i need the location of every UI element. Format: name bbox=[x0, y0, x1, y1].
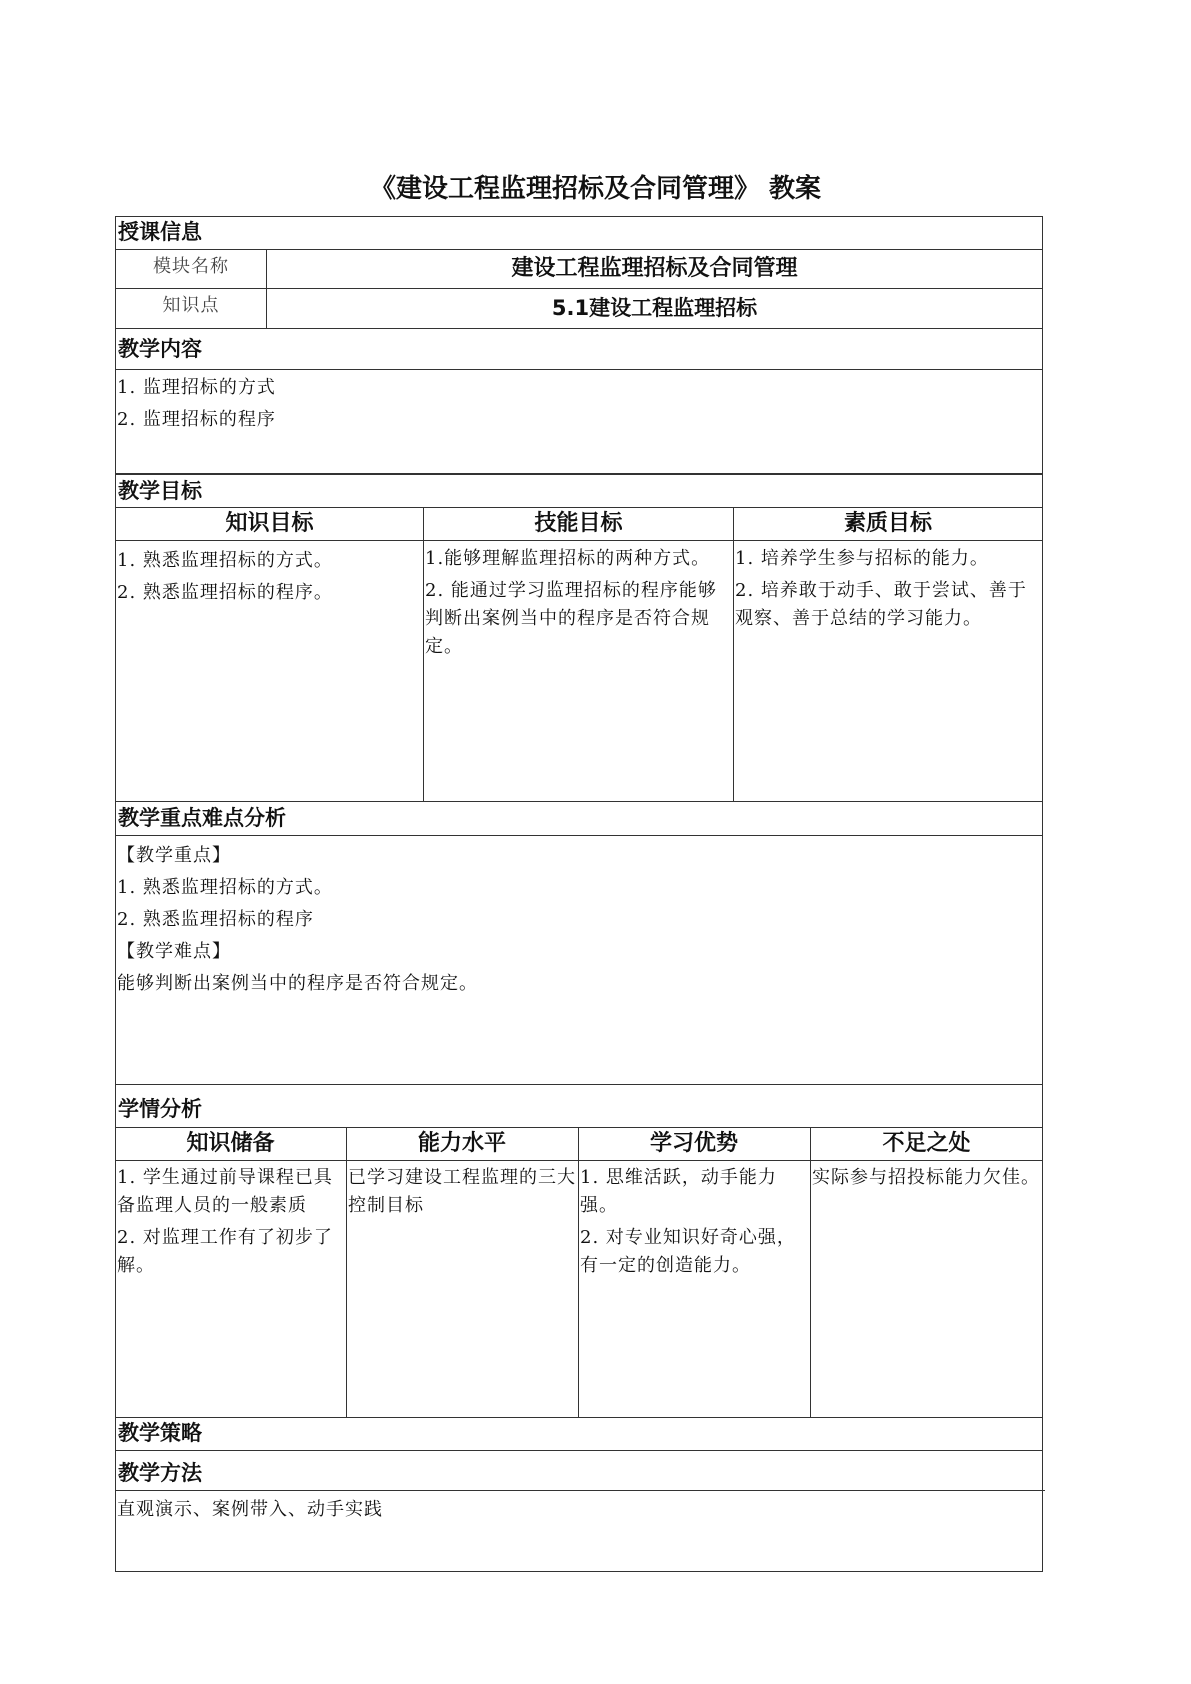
list-item: 已学习建设工程监理的三大控制目标 bbox=[348, 1167, 576, 1216]
analysis-shortcoming-list bbox=[812, 1164, 1040, 1192]
goals-knowledge-list bbox=[117, 545, 421, 609]
key-points-label: 【教学重点】 bbox=[117, 845, 231, 866]
analysis-knowledge-list bbox=[117, 1164, 344, 1280]
goals-skill-list bbox=[425, 545, 731, 661]
goals-col-skill-title: 技能目标 bbox=[534, 511, 623, 536]
document-title: 《建设工程监理招标及合同管理》 教案 bbox=[369, 174, 822, 204]
list-item: 1.能够理解监理招标的两种方式。 bbox=[425, 548, 711, 569]
content-item: 1. 监理招标的方式 bbox=[117, 377, 276, 398]
analysis-col-knowledge-title: 知识储备 bbox=[186, 1131, 275, 1156]
list-item: 2. 熟悉监理招标的程序。 bbox=[117, 582, 333, 603]
list-item: 1. 熟悉监理招标的方式。 bbox=[117, 877, 333, 898]
section-header-method: 教学方法 bbox=[118, 1461, 202, 1485]
list-item: 1. 熟悉监理招标的方式。 bbox=[117, 550, 333, 571]
list-item: 1. 学生通过前导课程已具备监理人员的一般素质 bbox=[117, 1167, 333, 1216]
section-header-content: 教学内容 bbox=[118, 337, 202, 361]
list-item: 实际参与招投标能力欠佳。 bbox=[812, 1167, 1040, 1188]
focus-body bbox=[117, 840, 1037, 1000]
goals-quality-list bbox=[735, 545, 1040, 633]
goals-col-quality-title: 素质目标 bbox=[843, 511, 932, 536]
list-item: 1. 思维活跃，动手能力强。 bbox=[580, 1167, 777, 1216]
section-header-analysis: 学情分析 bbox=[118, 1097, 202, 1121]
analysis-col-advantage-title: 学习优势 bbox=[649, 1131, 738, 1156]
module-value: 建设工程监理招标及合同管理 bbox=[511, 256, 798, 281]
list-item: 2. 培养敢于动手、敢于尝试、善于观察、善于总结的学习能力。 bbox=[735, 580, 1027, 629]
section-header-focus: 教学重点难点分析 bbox=[118, 806, 286, 830]
analysis-ability-list bbox=[348, 1164, 576, 1220]
module-label: 模块名称 bbox=[153, 256, 229, 277]
goals-col-knowledge-title: 知识目标 bbox=[225, 511, 314, 536]
section-header-goals: 教学目标 bbox=[118, 479, 202, 503]
list-item: 1. 培养学生参与招标的能力。 bbox=[735, 548, 989, 569]
analysis-advantage-list bbox=[580, 1164, 808, 1280]
method-text: 直观演示、案例带入、动手实践 bbox=[117, 1499, 383, 1520]
section-header-strategy: 教学策略 bbox=[118, 1421, 202, 1445]
analysis-col-shortcoming-title: 不足之处 bbox=[882, 1131, 971, 1156]
list-item: 2. 熟悉监理招标的程序 bbox=[117, 909, 314, 930]
list-item: 2. 对监理工作有了初步了解。 bbox=[117, 1227, 333, 1276]
section-header-teaching-info: 授课信息 bbox=[118, 220, 202, 244]
analysis-col-ability-title: 能力水平 bbox=[417, 1131, 506, 1156]
content-list bbox=[117, 372, 1037, 472]
knowledge-point-value: 5.1建设工程监理招标 bbox=[551, 296, 758, 320]
knowledge-point-label: 知识点 bbox=[162, 295, 220, 316]
list-item: 2. 对专业知识好奇心强，有一定的创造能力。 bbox=[580, 1227, 796, 1276]
content-item: 2. 监理招标的程序 bbox=[117, 409, 276, 430]
difficulty-text: 能够判断出案例当中的程序是否符合规定。 bbox=[117, 973, 478, 994]
list-item: 2. 能通过学习监理招标的程序能够判断出案例当中的程序是否符合规定。 bbox=[425, 580, 717, 657]
difficulty-label: 【教学难点】 bbox=[117, 941, 231, 962]
